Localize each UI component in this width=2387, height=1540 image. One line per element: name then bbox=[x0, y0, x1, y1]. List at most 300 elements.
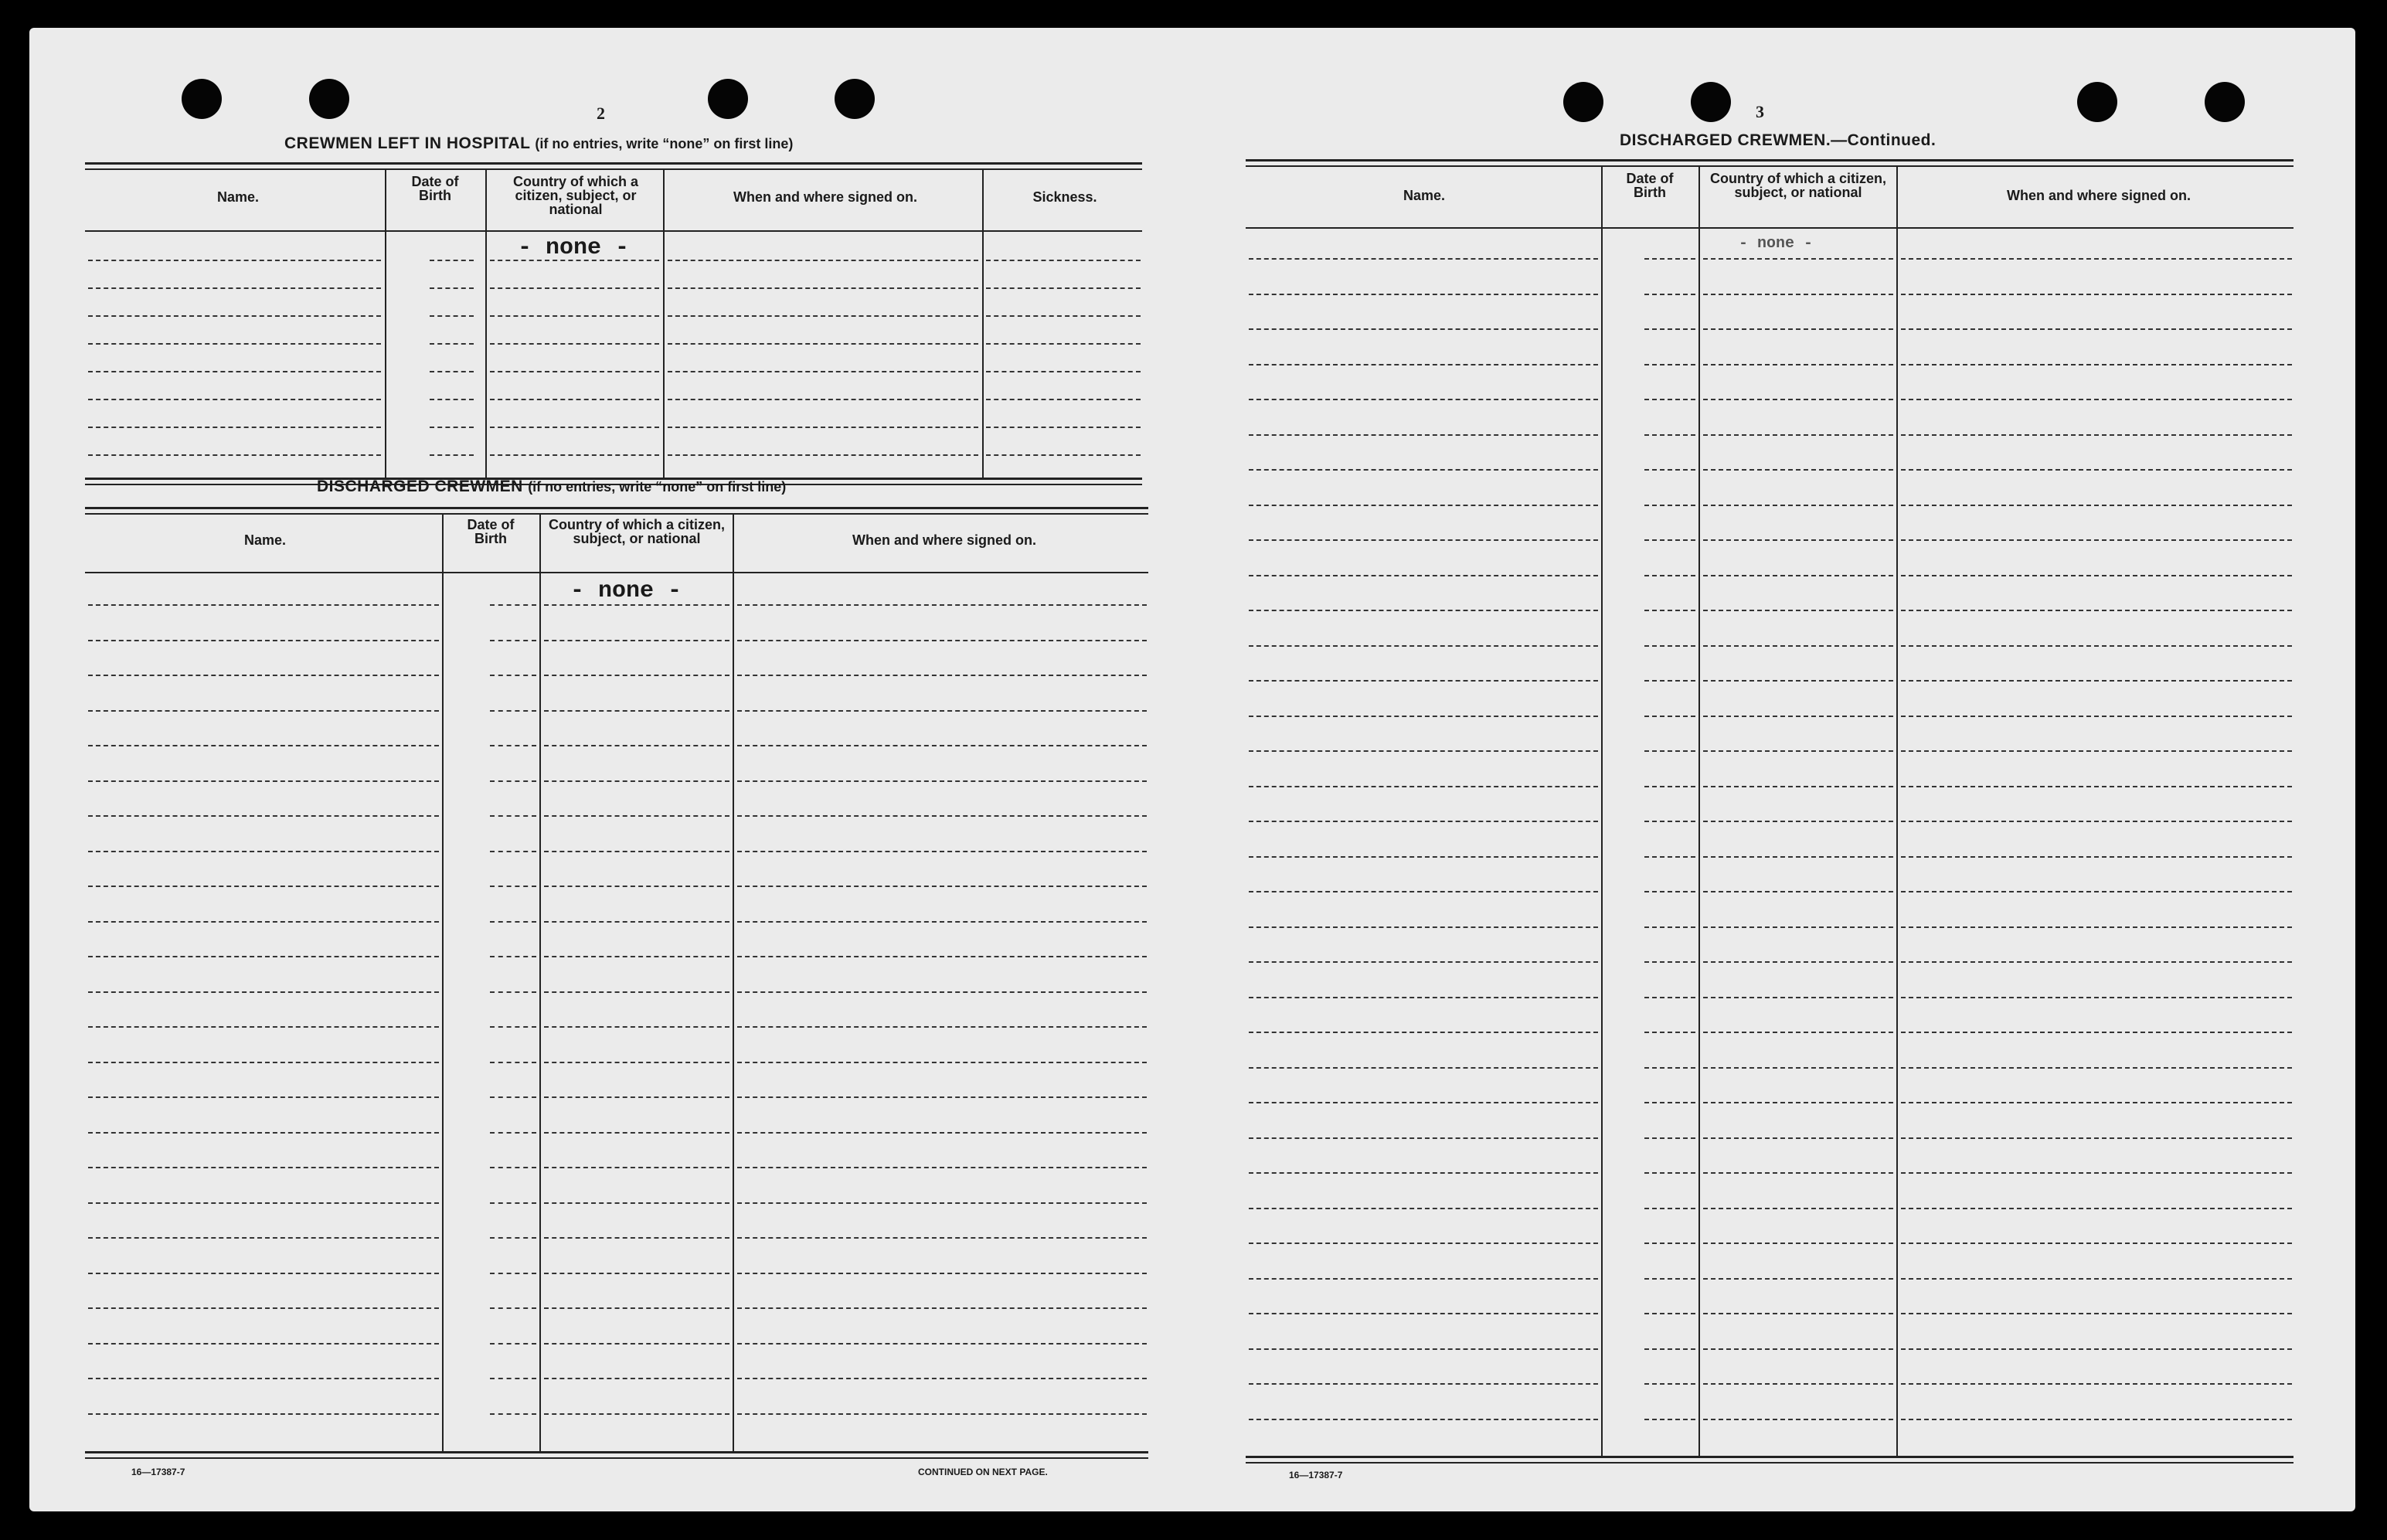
dotted-entry-line bbox=[1249, 364, 1598, 365]
dotted-entry-line bbox=[1249, 997, 1598, 998]
column-header-country: Country of which a citizen, subject, or national bbox=[513, 174, 638, 217]
dotted-entry-line bbox=[1644, 328, 1695, 330]
dotted-entry-line bbox=[544, 640, 729, 641]
dotted-entry-line bbox=[737, 815, 1147, 817]
dotted-entry-line bbox=[1703, 891, 1893, 892]
dotted-entry-line bbox=[544, 991, 729, 993]
dotted-entry-line bbox=[1703, 750, 1893, 752]
dotted-entry-line bbox=[1703, 258, 1893, 260]
column-divider bbox=[485, 168, 487, 478]
dotted-entry-line bbox=[1703, 1243, 1893, 1244]
rule bbox=[85, 513, 1148, 515]
dotted-entry-line bbox=[1249, 716, 1598, 717]
dotted-entry-line bbox=[544, 604, 729, 606]
dotted-entry-line bbox=[544, 1378, 729, 1379]
dotted-entry-line bbox=[544, 886, 729, 887]
dotted-entry-line bbox=[737, 1343, 1147, 1345]
dotted-entry-line bbox=[1644, 786, 1695, 787]
dotted-entry-line bbox=[1703, 1032, 1893, 1033]
dotted-entry-line bbox=[1249, 505, 1598, 506]
dotted-entry-line bbox=[544, 1167, 729, 1168]
dotted-entry-line bbox=[1249, 539, 1598, 541]
dotted-entry-line bbox=[1703, 610, 1893, 611]
dotted-entry-line bbox=[490, 745, 536, 746]
dotted-entry-line bbox=[88, 675, 439, 676]
continued-note: CONTINUED ON NEXT PAGE. bbox=[918, 1467, 1048, 1477]
dotted-entry-line bbox=[1644, 610, 1695, 611]
dotted-entry-line bbox=[490, 1343, 536, 1345]
dotted-entry-line bbox=[1703, 399, 1893, 400]
dotted-entry-line bbox=[1644, 1067, 1695, 1069]
dotted-entry-line bbox=[1703, 1278, 1893, 1280]
dotted-entry-line bbox=[1703, 364, 1893, 365]
rule bbox=[1246, 165, 2293, 167]
dotted-entry-line bbox=[1249, 1067, 1598, 1069]
dotted-entry-line bbox=[1901, 575, 2292, 576]
discharged-continued-title: DISCHARGED CREWMEN.—Continued. bbox=[1620, 131, 1936, 149]
dotted-entry-line bbox=[1249, 1172, 1598, 1174]
header-rule bbox=[1246, 227, 2293, 229]
dotted-entry-line bbox=[490, 815, 536, 817]
dotted-entry-line bbox=[544, 780, 729, 782]
dotted-entry-line bbox=[490, 1378, 536, 1379]
dotted-entry-line bbox=[88, 1237, 439, 1239]
dotted-entry-line bbox=[88, 454, 381, 456]
dotted-entry-line bbox=[1644, 750, 1695, 752]
dotted-entry-line bbox=[1901, 786, 2292, 787]
dotted-entry-line bbox=[668, 427, 978, 428]
dotted-entry-line bbox=[490, 886, 536, 887]
rule bbox=[1246, 159, 2293, 161]
dotted-entry-line bbox=[544, 1237, 729, 1239]
dotted-entry-line bbox=[1249, 610, 1598, 611]
form-number: 16—17387-7 bbox=[1289, 1470, 1343, 1481]
dotted-entry-line bbox=[1249, 1032, 1598, 1033]
dotted-entry-line bbox=[1901, 1172, 2292, 1174]
dotted-entry-line bbox=[490, 399, 659, 400]
dotted-entry-line bbox=[1644, 1102, 1695, 1103]
dotted-entry-line bbox=[544, 710, 729, 712]
section-title-text: DISCHARGED CREWMEN bbox=[317, 478, 523, 495]
dotted-entry-line bbox=[1703, 575, 1893, 576]
dotted-entry-line bbox=[88, 604, 439, 606]
right-page bbox=[1188, 28, 2355, 1511]
dotted-entry-line bbox=[490, 315, 659, 317]
column-divider bbox=[1601, 165, 1603, 1456]
dotted-entry-line bbox=[1901, 399, 2292, 400]
dotted-entry-line bbox=[88, 851, 439, 852]
dotted-entry-line bbox=[490, 1167, 536, 1168]
dotted-entry-line bbox=[1901, 610, 2292, 611]
dotted-entry-line bbox=[88, 1167, 439, 1168]
dotted-entry-line bbox=[490, 1132, 536, 1134]
dotted-entry-line bbox=[544, 1307, 729, 1309]
dotted-entry-line bbox=[1644, 539, 1695, 541]
column-header-when-where: When and where signed on. bbox=[2006, 188, 2191, 203]
dotted-entry-line bbox=[986, 454, 1141, 456]
dotted-entry-line bbox=[1901, 434, 2292, 436]
column-header-date-of-birth: Date of Birth bbox=[411, 174, 459, 203]
dotted-entry-line bbox=[737, 1307, 1147, 1309]
dotted-entry-line bbox=[430, 315, 474, 317]
dotted-entry-line bbox=[430, 287, 474, 289]
dotted-entry-line bbox=[1901, 1137, 2292, 1139]
dotted-entry-line bbox=[88, 371, 381, 372]
dotted-entry-line bbox=[737, 1132, 1147, 1134]
column-header-when-where: When and where signed on. bbox=[733, 189, 918, 205]
dotted-entry-line bbox=[1644, 1419, 1695, 1420]
dotted-entry-line bbox=[544, 1202, 729, 1204]
dotted-entry-line bbox=[1901, 645, 2292, 647]
dotted-entry-line bbox=[1901, 1278, 2292, 1280]
dotted-entry-line bbox=[737, 1202, 1147, 1204]
section-title-text: CREWMEN LEFT IN HOSPITAL bbox=[284, 134, 531, 152]
page-number: 3 bbox=[1756, 102, 1764, 121]
dotted-entry-line bbox=[668, 454, 978, 456]
dotted-entry-line bbox=[88, 1132, 439, 1134]
dotted-entry-line bbox=[737, 851, 1147, 852]
dotted-entry-line bbox=[1703, 716, 1893, 717]
column-header-country: Country of which a citizen, subject, or national bbox=[548, 517, 725, 546]
dotted-entry-line bbox=[737, 640, 1147, 641]
dotted-entry-line bbox=[430, 427, 474, 428]
dotted-entry-line bbox=[1644, 505, 1695, 506]
dotted-entry-line bbox=[1703, 680, 1893, 682]
dotted-entry-line bbox=[88, 815, 439, 817]
dotted-entry-line bbox=[1901, 926, 2292, 928]
dotted-entry-line bbox=[1703, 1102, 1893, 1103]
dotted-entry-line bbox=[1703, 469, 1893, 471]
dotted-entry-line bbox=[1644, 294, 1695, 295]
dotted-entry-line bbox=[737, 1026, 1147, 1028]
dotted-entry-line bbox=[1249, 328, 1598, 330]
dotted-entry-line bbox=[1644, 1313, 1695, 1314]
dotted-entry-line bbox=[1644, 1278, 1695, 1280]
dotted-entry-line bbox=[1644, 926, 1695, 928]
dotted-entry-line bbox=[544, 1413, 729, 1415]
dotted-entry-line bbox=[490, 851, 536, 852]
hospital-section-title bbox=[284, 134, 793, 153]
dotted-entry-line bbox=[1901, 258, 2292, 260]
dotted-entry-line bbox=[490, 640, 536, 641]
dotted-entry-line bbox=[88, 886, 439, 887]
dotted-entry-line bbox=[490, 1237, 536, 1239]
dotted-entry-line bbox=[986, 260, 1141, 261]
dotted-entry-line bbox=[1644, 891, 1695, 892]
hospital-entry: - none - bbox=[518, 235, 630, 261]
dotted-entry-line bbox=[1901, 997, 2292, 998]
dotted-entry-line bbox=[737, 1096, 1147, 1098]
rule bbox=[85, 162, 1142, 165]
dotted-entry-line bbox=[1249, 1348, 1598, 1350]
dotted-entry-line bbox=[490, 921, 536, 923]
dotted-entry-line bbox=[430, 371, 474, 372]
dotted-entry-line bbox=[490, 343, 659, 345]
dotted-entry-line bbox=[1901, 469, 2292, 471]
dotted-entry-line bbox=[88, 343, 381, 345]
dotted-entry-line bbox=[1703, 1208, 1893, 1209]
dotted-entry-line bbox=[1249, 469, 1598, 471]
dotted-entry-line bbox=[1644, 821, 1695, 822]
dotted-entry-line bbox=[1703, 821, 1893, 822]
section-title-note: (if no entries, write “none” on first line) bbox=[528, 479, 787, 495]
dotted-entry-line bbox=[544, 815, 729, 817]
dotted-entry-line bbox=[737, 1413, 1147, 1415]
dotted-entry-line bbox=[737, 710, 1147, 712]
dotted-entry-line bbox=[490, 1307, 536, 1309]
dotted-entry-line bbox=[1901, 680, 2292, 682]
dotted-entry-line bbox=[1249, 258, 1598, 260]
dotted-entry-line bbox=[1901, 961, 2292, 963]
dotted-entry-line bbox=[430, 399, 474, 400]
dotted-entry-line bbox=[1901, 856, 2292, 858]
dotted-entry-line bbox=[1901, 1313, 2292, 1314]
dotted-entry-line bbox=[544, 956, 729, 957]
dotted-entry-line bbox=[88, 780, 439, 782]
dotted-entry-line bbox=[1644, 434, 1695, 436]
dotted-entry-line bbox=[490, 1026, 536, 1028]
left-page bbox=[29, 28, 1188, 1511]
dotted-entry-line bbox=[544, 851, 729, 852]
dotted-entry-line bbox=[490, 991, 536, 993]
dotted-entry-line bbox=[88, 1378, 439, 1379]
rule bbox=[85, 1451, 1148, 1453]
dotted-entry-line bbox=[544, 1132, 729, 1134]
dotted-entry-line bbox=[88, 1062, 439, 1063]
dotted-entry-line bbox=[1901, 294, 2292, 295]
dotted-entry-line bbox=[490, 454, 659, 456]
dotted-entry-line bbox=[1249, 1313, 1598, 1314]
dotted-entry-line bbox=[544, 1096, 729, 1098]
dotted-entry-line bbox=[88, 745, 439, 746]
dotted-entry-line bbox=[1249, 821, 1598, 822]
dotted-entry-line bbox=[1249, 575, 1598, 576]
dotted-entry-line bbox=[1644, 856, 1695, 858]
dotted-entry-line bbox=[88, 956, 439, 957]
column-divider bbox=[442, 513, 444, 1451]
column-header-sickness: Sickness. bbox=[1032, 189, 1097, 205]
column-divider bbox=[385, 168, 386, 478]
dotted-entry-line bbox=[490, 604, 536, 606]
dotted-entry-line bbox=[1901, 1243, 2292, 1244]
dotted-entry-line bbox=[1249, 891, 1598, 892]
dotted-entry-line bbox=[1249, 1278, 1598, 1280]
dotted-entry-line bbox=[1249, 1243, 1598, 1244]
dotted-entry-line bbox=[544, 675, 729, 676]
dotted-entry-line bbox=[1249, 434, 1598, 436]
dotted-entry-line bbox=[1703, 961, 1893, 963]
dotted-entry-line bbox=[1644, 364, 1695, 365]
dotted-entry-line bbox=[737, 745, 1147, 746]
column-header-when-where: When and where signed on. bbox=[852, 532, 1037, 548]
dotted-entry-line bbox=[737, 1167, 1147, 1168]
dotted-entry-line bbox=[1703, 1383, 1893, 1385]
dotted-entry-line bbox=[88, 1202, 439, 1204]
page-number: 2 bbox=[597, 104, 605, 123]
dotted-entry-line bbox=[1644, 399, 1695, 400]
dotted-entry-line bbox=[668, 260, 978, 261]
column-header-date-of-birth: Date of Birth bbox=[467, 517, 515, 546]
dotted-entry-line bbox=[88, 427, 381, 428]
column-divider bbox=[982, 168, 984, 478]
header-rule bbox=[85, 230, 1142, 232]
dotted-entry-line bbox=[88, 399, 381, 400]
dotted-entry-line bbox=[490, 675, 536, 676]
dotted-entry-line bbox=[88, 1343, 439, 1345]
dotted-entry-line bbox=[1249, 750, 1598, 752]
dotted-entry-line bbox=[986, 287, 1141, 289]
dotted-entry-line bbox=[1703, 1419, 1893, 1420]
rule bbox=[85, 507, 1148, 509]
dotted-entry-line bbox=[737, 675, 1147, 676]
dotted-entry-line bbox=[1644, 1243, 1695, 1244]
dotted-entry-line bbox=[1901, 328, 2292, 330]
column-divider bbox=[663, 168, 665, 478]
dotted-entry-line bbox=[1644, 469, 1695, 471]
dotted-entry-line bbox=[737, 921, 1147, 923]
dotted-entry-line bbox=[544, 1273, 729, 1274]
column-header-country: Country of which a citizen, subject, or national bbox=[1709, 171, 1886, 200]
dotted-entry-line bbox=[1901, 1383, 2292, 1385]
dotted-entry-line bbox=[986, 371, 1141, 372]
dotted-entry-line bbox=[1703, 926, 1893, 928]
dotted-entry-line bbox=[1249, 786, 1598, 787]
dotted-entry-line bbox=[544, 1062, 729, 1063]
dotted-entry-line bbox=[1249, 680, 1598, 682]
dotted-entry-line bbox=[490, 287, 659, 289]
dotted-entry-line bbox=[490, 780, 536, 782]
rule bbox=[1246, 1462, 2293, 1464]
dotted-entry-line bbox=[1901, 716, 2292, 717]
dotted-entry-line bbox=[737, 886, 1147, 887]
dotted-entry-line bbox=[986, 399, 1141, 400]
dotted-entry-line bbox=[668, 399, 978, 400]
dotted-entry-line bbox=[737, 1062, 1147, 1063]
dotted-entry-line bbox=[1644, 1172, 1695, 1174]
dotted-entry-line bbox=[1901, 364, 2292, 365]
dotted-entry-line bbox=[88, 921, 439, 923]
dotted-entry-line bbox=[1703, 1172, 1893, 1174]
dotted-entry-line bbox=[1249, 399, 1598, 400]
column-header-name: Name. bbox=[243, 532, 287, 548]
dotted-entry-line bbox=[737, 1273, 1147, 1274]
form-number: 16—17387-7 bbox=[131, 1467, 185, 1477]
dotted-entry-line bbox=[1249, 645, 1598, 647]
dotted-entry-line bbox=[544, 921, 729, 923]
dotted-entry-line bbox=[88, 1413, 439, 1415]
column-divider bbox=[1698, 165, 1700, 1456]
dotted-entry-line bbox=[490, 427, 659, 428]
dotted-entry-line bbox=[1644, 716, 1695, 717]
dotted-entry-line bbox=[88, 1273, 439, 1274]
dotted-entry-line bbox=[88, 1026, 439, 1028]
dotted-entry-line bbox=[544, 1343, 729, 1345]
dotted-entry-line bbox=[1901, 750, 2292, 752]
dotted-entry-line bbox=[1644, 1383, 1695, 1385]
dotted-entry-line bbox=[1901, 1102, 2292, 1103]
dotted-entry-line bbox=[544, 1026, 729, 1028]
dotted-entry-line bbox=[490, 1413, 536, 1415]
dotted-entry-line bbox=[737, 1378, 1147, 1379]
dotted-entry-line bbox=[490, 371, 659, 372]
dotted-entry-line bbox=[1901, 1067, 2292, 1069]
dotted-entry-line bbox=[1644, 961, 1695, 963]
dotted-entry-line bbox=[668, 287, 978, 289]
dotted-entry-line bbox=[430, 260, 474, 261]
dotted-entry-line bbox=[1703, 1137, 1893, 1139]
dotted-entry-line bbox=[88, 1096, 439, 1098]
dotted-entry-line bbox=[1703, 997, 1893, 998]
dotted-entry-line bbox=[490, 1062, 536, 1063]
dotted-entry-line bbox=[1901, 821, 2292, 822]
dotted-entry-line bbox=[668, 371, 978, 372]
dotted-entry-line bbox=[88, 315, 381, 317]
dotted-entry-line bbox=[1249, 856, 1598, 858]
dotted-entry-line bbox=[986, 315, 1141, 317]
dotted-entry-line bbox=[490, 1273, 536, 1274]
dotted-entry-line bbox=[1703, 294, 1893, 295]
dotted-entry-line bbox=[1644, 258, 1695, 260]
dotted-entry-line bbox=[490, 1202, 536, 1204]
dotted-entry-line bbox=[1901, 539, 2292, 541]
dotted-entry-line bbox=[1703, 434, 1893, 436]
rule bbox=[85, 1457, 1148, 1459]
column-divider bbox=[539, 513, 541, 1451]
document-sheet bbox=[29, 28, 2355, 1511]
discharged-section-title bbox=[317, 478, 786, 496]
dotted-entry-line bbox=[1249, 1102, 1598, 1103]
dotted-entry-line bbox=[737, 1237, 1147, 1239]
dotted-entry-line bbox=[986, 343, 1141, 345]
dotted-entry-line bbox=[1703, 328, 1893, 330]
dotted-entry-line bbox=[668, 343, 978, 345]
dotted-entry-line bbox=[1644, 680, 1695, 682]
dotted-entry-line bbox=[1703, 539, 1893, 541]
dotted-entry-line bbox=[88, 991, 439, 993]
rule bbox=[1246, 1456, 2293, 1458]
dotted-entry-line bbox=[1901, 1419, 2292, 1420]
dotted-entry-line bbox=[1249, 294, 1598, 295]
dotted-entry-line bbox=[1703, 1348, 1893, 1350]
dotted-entry-line bbox=[1901, 891, 2292, 892]
dotted-entry-line bbox=[1644, 1348, 1695, 1350]
dotted-entry-line bbox=[1703, 856, 1893, 858]
dotted-entry-line bbox=[1249, 1208, 1598, 1209]
dotted-entry-line bbox=[88, 260, 381, 261]
dotted-entry-line bbox=[88, 710, 439, 712]
column-header-name: Name. bbox=[216, 189, 260, 205]
dotted-entry-line bbox=[490, 956, 536, 957]
dotted-entry-line bbox=[1703, 786, 1893, 787]
dotted-entry-line bbox=[1703, 645, 1893, 647]
dotted-entry-line bbox=[1249, 1419, 1598, 1420]
discharged-entry: - none - bbox=[570, 578, 682, 604]
dotted-entry-line bbox=[1644, 575, 1695, 576]
discharged-entry: - none - bbox=[1739, 235, 1814, 253]
dotted-entry-line bbox=[430, 454, 474, 456]
dotted-entry-line bbox=[490, 1096, 536, 1098]
dotted-entry-line bbox=[986, 427, 1141, 428]
dotted-entry-line bbox=[1901, 505, 2292, 506]
dotted-entry-line bbox=[1901, 1032, 2292, 1033]
dotted-entry-line bbox=[1249, 926, 1598, 928]
dotted-entry-line bbox=[1249, 1383, 1598, 1385]
dotted-entry-line bbox=[430, 343, 474, 345]
column-header-date-of-birth: Date of Birth bbox=[1626, 171, 1674, 200]
dotted-entry-line bbox=[1703, 505, 1893, 506]
dotted-entry-line bbox=[737, 991, 1147, 993]
dotted-entry-line bbox=[88, 640, 439, 641]
